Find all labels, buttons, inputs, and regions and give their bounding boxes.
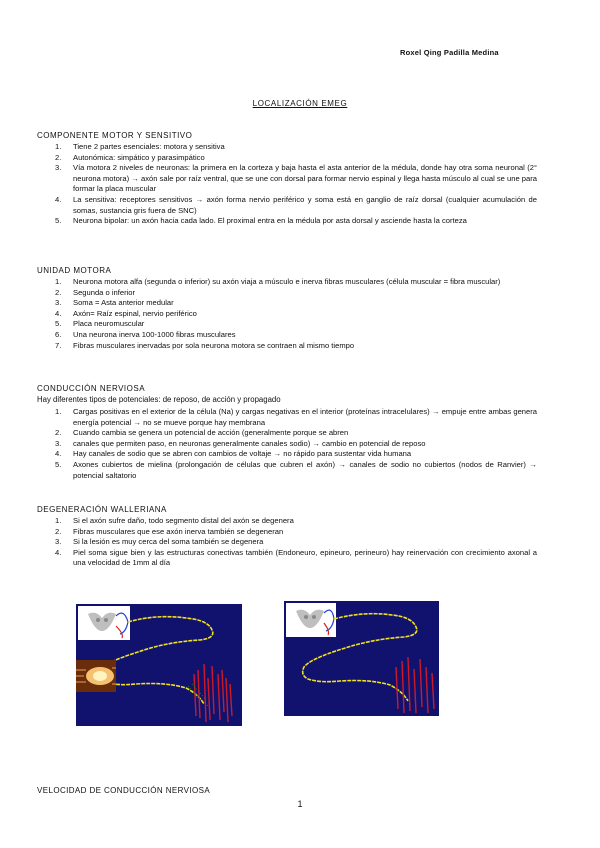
list-conduccion-nerviosa bbox=[37, 407, 537, 481]
list-item: 6. Una neurona inerva 100-1000 fibras musculares bbox=[55, 329, 236, 339]
list-item: 4. Axón= Raíz espinal, nervio periférico bbox=[55, 308, 197, 318]
document-title: LOCALIZACIÓN EMEG bbox=[252, 99, 348, 108]
page-number: 1 bbox=[297, 799, 303, 809]
list-item: 5. Placa neuromuscular bbox=[55, 319, 145, 329]
section-title-motor-sensitivo: COMPONENTE MOTOR Y SENSITIVO bbox=[37, 131, 193, 140]
list-unidad-motora bbox=[37, 277, 537, 351]
list-item: 1. Tiene 2 partes esenciales: motora y sensitiva bbox=[55, 142, 225, 151]
degeneration-diagram-left bbox=[76, 604, 242, 726]
list-item: 7. Fibras musculares inervadas por sola neurona motora se contraen al mismo tiempo bbox=[55, 340, 355, 350]
list-item: 2. Cuando cambia se genera un potencial de acción (generalmente porque se abren bbox=[55, 428, 349, 438]
list-item: 3. canales que permiten paso, en neuronas generalmente canales sodio) → cambio en potencial de reposo bbox=[55, 438, 426, 448]
list-item: 4. Hay canales de sodio que se abren con cambios de voltaje → no rápido para sustentar vida humana bbox=[55, 449, 412, 459]
list-motor-sensitivo bbox=[37, 142, 537, 227]
list-item: 1. Si el axón sufre daño, todo segmento distal del axón se degenera bbox=[55, 516, 294, 525]
section-title-velocidad-conduccion: VELOCIDAD DE CONDUCCIÓN NERVIOSA bbox=[37, 786, 211, 795]
list-item: 3. Si la lesión es muy cerca del soma también se degenera bbox=[55, 537, 264, 547]
section-title-degeneracion-walleriana: DEGENERACIÓN WALLERIANA bbox=[37, 505, 167, 514]
list-item: 3. Soma = Asta anterior medular bbox=[55, 298, 174, 308]
list-item: 2. Fibras musculares que ese axón inerva también se degeneran bbox=[55, 526, 284, 536]
list-item: 1. Cargas positivas en el exterior de la célula (Na) y cargas negativas en el interior (proteínas intracelulares) → empuje entre ambas genera energía potencial → no se mueve porque hay membrana bbox=[55, 407, 537, 427]
list-item: 2. Autonómica: simpático y parasimpático bbox=[55, 152, 205, 162]
section-intro: Hay diferentes tipos de potenciales: de reposo, de acción y propagado bbox=[37, 395, 281, 404]
section-title-unidad-motora: UNIDAD MOTORA bbox=[37, 266, 112, 275]
list-item: 3. Vía motora 2 niveles de neuronas: la primera en la corteza y baja hasta el asta anterior de la médula, donde hay otra soma neuronal (2° neurona motora) → axón sale por raíz ventral, que se une con dorsal para formar nervio espinal y llega hasta músculo al cual se une para formar la placa muscular bbox=[55, 163, 537, 194]
section-title-conduccion-nerviosa: CONDUCCIÓN NERVIOSA bbox=[37, 384, 146, 393]
list-item: 5. Axones cubiertos de mielina (prolongación de células que cubren el axón) → canales de sodio no cubiertos (nodos de Ranvier) → potencial saltatorio bbox=[55, 459, 537, 480]
list-item: 1. Neurona motora alfa (segunda o inferior) su axón viaja a músculo e inerva fibras musculares (célula muscular = fibra muscular) bbox=[55, 277, 501, 286]
degeneration-diagram-right bbox=[284, 601, 439, 716]
list-item: 5. Neurona bipolar: un axón hacia cada lado. El proximal entra en la médula por asta dorsal y asciende hasta la corteza bbox=[55, 216, 467, 226]
list-item: 4. Piel soma sigue bien y las estructuras conectivas también (Endoneuro, epineuro, perineuro) hay reinervación con crecimiento axonal a una velocidad de 1mm al día bbox=[55, 547, 537, 568]
list-item: 2. Segunda o inferior bbox=[55, 287, 136, 297]
list-degeneracion-walleriana bbox=[37, 516, 537, 569]
author-name: Roxel Qing Padilla Medina bbox=[400, 48, 499, 57]
list-item: 4. La sensitiva: receptores sensitivos → axón forma nervio periférico y soma está en ganglio de raíz dorsal (cualquier acumulación de somas, sustancia gris fuera de SNC) bbox=[55, 194, 537, 215]
